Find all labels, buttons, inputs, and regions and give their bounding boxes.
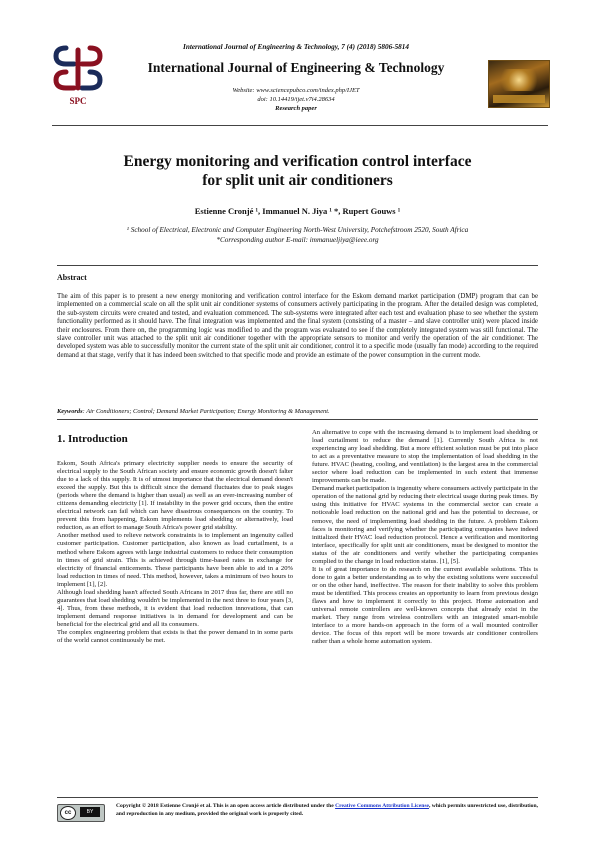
article-type: Research paper bbox=[275, 105, 317, 112]
copyright-notice bbox=[116, 802, 541, 818]
abstract-heading: Abstract bbox=[57, 273, 87, 282]
header-divider bbox=[52, 125, 548, 126]
copyright-post: , which permits unrestricted use, distribution, and reproduction in any medium, provided the original work is properly cited. bbox=[116, 803, 538, 817]
cover-band bbox=[493, 95, 545, 103]
by-label: BY bbox=[86, 809, 94, 815]
paragraph: The complex engineering problem that exists is that the power demand in in some parts of the world cannot continuously be met. bbox=[57, 628, 293, 645]
abstract-body: The aim of this paper is to present a new energy monitoring and verification control interface for the Eskom demand market participation (DMP) program that can be implemented on a commercial scale on all the split unit air conditioner systems of consumers actively participating in the program. After the detailed design was completed, the sub-system circuits were created and tested, and evaluation commenced. The sub-systems were integrated after each test and evaluation phase to see whether the system functionality performed as it should have. The final integration was implemented and the final system (consisting of a master – and slave controller unit) were placed inside their enclosures. From there on, the programming logic was modified to and the program was evaluated to see if the completely integrated system was still functional. The slave controller unit was attached to the split unit air conditioner together with the appropriate sensors to monitor and verify the operation of the air conditioner. The developed system was able to successfully monitor the current state of the split unit air conditioner, control it to a specific mode (usually fan mode) according to the required demand at that stage, verify that it has indeed been switched to that specific mode and provide an estimate of the power consumption in the current mode. bbox=[57, 293, 538, 359]
journal-citation: International Journal of Engineering & Technology, 7 (4) (2018) 5806-5814 bbox=[183, 43, 409, 51]
paragraph: Eskom, South Africa's primary electricity supplier needs to ensure the security of electrical supply to the South African society and ensure economic growth doesn't falter due to a lack of this supply. It is of utmost importance that the electrical demand doesn't exceed the supply. But this is difficult since the demand fluctuates due to peak stages (periods where the demand is higher than usual) as well as an ever-increasing number of citizens demanding electricity [1]. If instability in the power grid occurs, then the entire electrical network can fail which can have disastrous consequences on the country. To prevent this from happening, Eskom implements load shedding or alternatively, load reduction, as an effort to manage South Africa's power grid stability. bbox=[57, 460, 293, 532]
paragraph: It is of great importance to do research on the current available solutions. This is done to gain a better understanding as to why the existing solutions were successful or on the other hand, ineffective. The reason for their inability to solve this problem must be identified. This process creates an opportunity to learn from previous design flaws and how to implement it correctly to this project. Home automation and universal remote controllers are well-known concepts that already exist in the market. They range from wireless controllers with an integrated smart-mobile interface to a more hands-on approach in the form of a wall mounted controller device. The focus of this report will be more towards air conditioner controllers rather than a whole home automation system. bbox=[312, 565, 538, 646]
abstract-bottom-rule bbox=[57, 419, 538, 420]
corresponding-author: *Corresponding author E-mail: immanueljiya@ieee.org bbox=[216, 236, 379, 244]
footer-rule bbox=[57, 797, 538, 798]
paragraph: Although load shedding hasn't affected South Africans in 2017 thus far, there are still no guarantees that load shedding wouldn't be implemented in the next three to four years [3, 4]. Thus, from these methods, it is evident that load reduction innovations, that can implement demand response initiatives is in demand for development and can be beneficial for the electrical grid and all its consumers. bbox=[57, 588, 293, 628]
cc-by-badge[interactable] bbox=[57, 804, 105, 822]
paragraph: Another method used to relieve network constraints is to implement an ingenuity called customer participation. Customer participation, also known as load curtailment, is a method where Eskom agrees with large industrial customers to reduce their consumption in times of grid strain. This is achieved through time-based rates in exchange for electricity of financial enticements. These participants have been able to aid in a 20% load reduction in times of need. This method, however, takes a minimum of two hours to implement [1], [2]. bbox=[57, 532, 293, 588]
keywords-text: : Air Conditioners; Control; Demand Market Participation; Energy Monitoring & Management. bbox=[82, 408, 330, 415]
cc-icon: cc bbox=[60, 806, 76, 820]
author-list: Estienne Cronjé ¹, Immanuel N. Jiya ¹ *, Rupert Gouws ¹ bbox=[194, 206, 401, 216]
journal-doi[interactable]: doi: 10.14419/ijet.v7i4.28634 bbox=[257, 96, 335, 103]
affiliation: ¹ School of Electrical, Electronic and Computer Engineering North-West University, Potchefstroom 2520, South Africa bbox=[126, 226, 469, 234]
journal-website[interactable]: Website: www.sciencepubco.com/index.php/IJET bbox=[232, 87, 360, 94]
abstract-top-rule bbox=[57, 265, 538, 266]
right-column bbox=[312, 429, 538, 646]
spc-logo-text: SPC bbox=[69, 96, 87, 106]
copyright-pre: Copyright © 2018 Estienne Cronjé et al. This is an open access article distributed under the bbox=[116, 803, 336, 809]
license-link[interactable]: Creative Commons Attribution License bbox=[335, 803, 429, 809]
by-icon bbox=[80, 807, 100, 817]
paper-title-line1: Energy monitoring and verification control interface bbox=[123, 153, 472, 170]
paragraph: An alternative to cope with the increasing demand is to implement load shedding or load curtailment to reduce the demand [1]. Currently South Africa is not experiencing any load shedding. But a more efficient solution must be put into place to act as a preventative measure to stop the implementation of load shedding in the future. HVAC (heating, cooling, and ventilation) is the largest area in the commercial sector where load reduction can be implemented in such extent that immense improvements can be made. bbox=[312, 429, 538, 485]
journal-cover-image bbox=[488, 60, 550, 108]
journal-meta bbox=[96, 86, 496, 113]
left-column bbox=[57, 460, 293, 645]
affiliation-block bbox=[60, 225, 535, 245]
paragraph: Demand market participation is ingenuity where consumers actively participate in the operation of the national grid by reducing their electrical usage during peak times. By using this initiative for HVAC systems in the commercial sector can create a noticeable load reduction on the national grid and has the potential to decrease, or remove, the need of implementing load shedding in the future. A problem Eskom faces is monitoring and verifying whether the participating companies have indeed initialized their HVAC load reduction protocol. Hence a verification and monitoring interface, specifically for split unit air conditioners, must be designed to monitor the status of the air conditioners and verify whether the participating companies complied to the change in load reduction status. [1], [5]. bbox=[312, 485, 538, 565]
cover-art bbox=[495, 69, 543, 91]
paper-title bbox=[60, 152, 535, 190]
keywords-label: Keywords bbox=[57, 408, 83, 415]
journal-title: International Journal of Engineering & Technology bbox=[147, 60, 445, 75]
section-heading-introduction: 1. Introduction bbox=[57, 433, 128, 445]
keywords bbox=[57, 408, 538, 415]
paper-title-line2: for split unit air conditioners bbox=[202, 172, 393, 189]
